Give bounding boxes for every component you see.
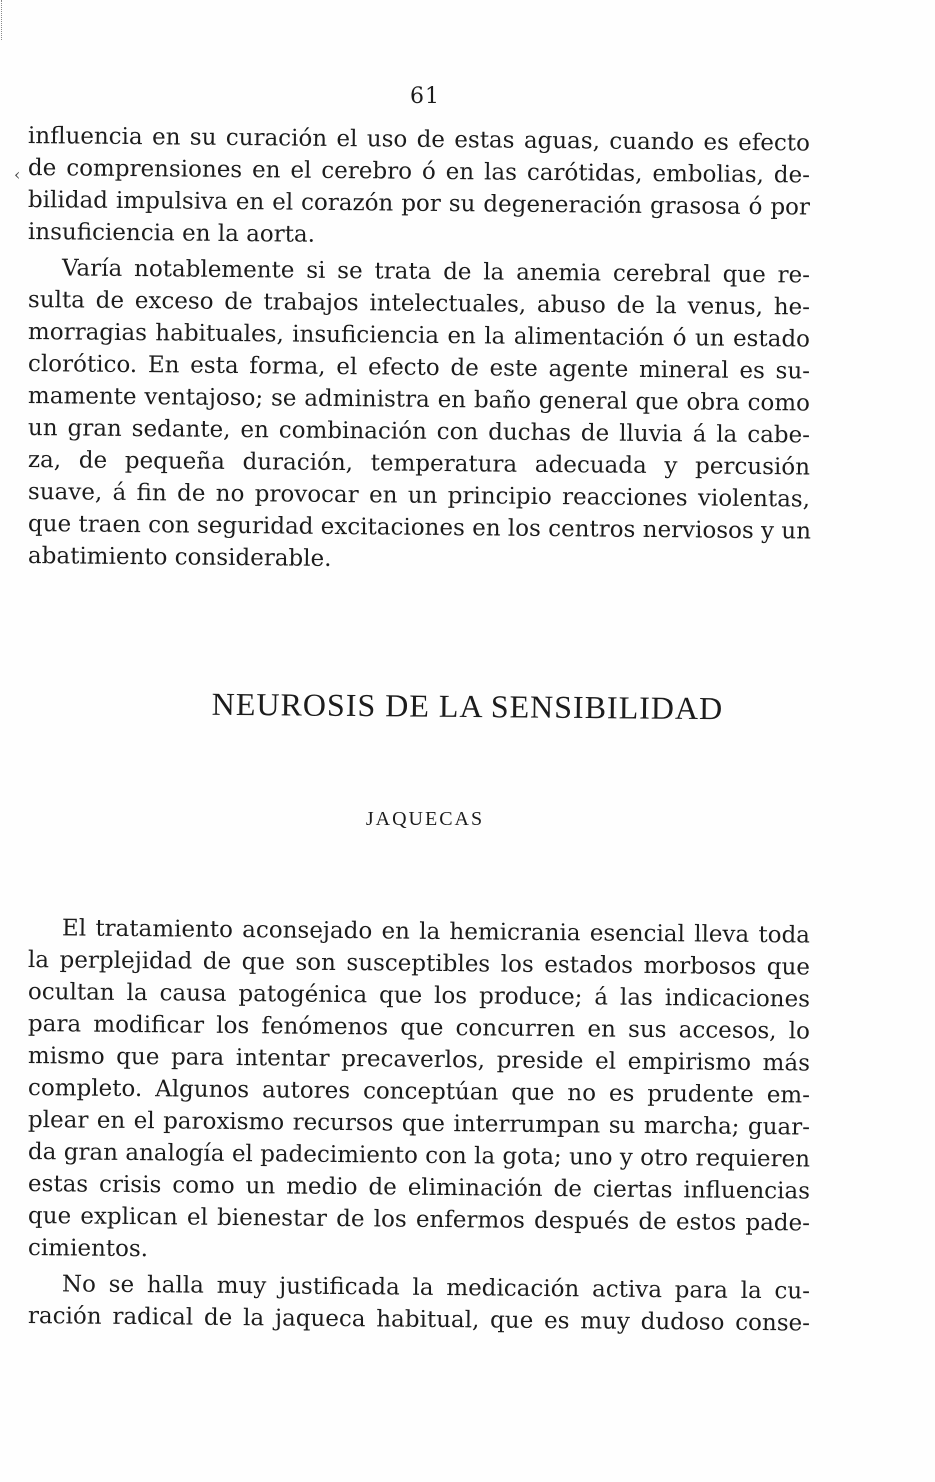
text-line: un gran sedante, en combinación con duchas de lluvia á la cabe- [27,415,811,449]
text-line: cimientos. [27,1235,149,1263]
text-line: mismo que para intentar precaverlos, preside el empirismo más [27,1043,811,1077]
text-line: za, de pequeña duración, temperatura adecuada y percusión [27,447,811,481]
text-line: plear en el paroxismo recursos que interrumpan su marcha; guar- [27,1107,811,1141]
text-line: para modificar los fenómenos que concurren en sus accesos, lo [27,1011,811,1045]
text-line: Varía notablemente si se trata de la anemia cerebral que re- [61,255,811,289]
text-line: clorótico. En esta forma, el efecto de este agente mineral es su- [27,351,811,385]
text-line: ración radical de la jaqueca habitual, que es muy dudoso conse- [27,1303,811,1337]
text-line: completo. Algunos autores conceptúan que no es prudente em- [27,1075,811,1109]
text-line: El tratamiento aconsejado en la hemicrania esencial lleva toda [61,915,811,949]
text-line: de comprensiones en el cerebro ó en las carótidas, embolias, de- [27,155,811,189]
text-line: mamente ventajoso; se administra en baño general que obra como [27,383,811,417]
text-line: suave, á fin de no provocar en un principio reacciones violentas, [27,479,811,513]
text-line: que explican el bienestar de los enfermos después de estos pade- [27,1203,811,1237]
text-line: bilidad impulsiva en el corazón por su degeneración grasosa ó por [27,187,811,221]
text-line: da gran analogía el padecimiento con la gota; uno y otro requieren [27,1139,811,1173]
text-line: sulta de exceso de trabajos intelectuales, abuso de la venus, he- [27,287,811,321]
subsection-title: JAQUECAS [365,808,485,830]
page-edge-mark [1,0,4,40]
text-line: influencia en su curación el uso de estas aguas, cuando es efecto [27,123,811,157]
page-number: 61 [410,84,440,109]
text-line: la perplejidad de que son susceptibles los estados morbosos que [27,947,811,981]
text-line: No se halla muy justificada la medicación activa para la cu- [61,1271,811,1305]
text-line: ocultan la causa patogénica que los produce; á las indicaciones [27,979,811,1013]
margin-mark: ‹ [14,165,21,184]
text-line: estas crisis como un medio de eliminación de ciertas influencias [27,1171,811,1205]
text-line: morragias habituales, insuficiencia en la alimentación ó un estado [27,319,811,353]
text-line: insuficiencia en la aorta. [27,219,316,248]
section-title: NEUROSIS DE LA SENSIBILIDAD [211,685,724,727]
text-line: abatimiento considerable. [27,543,332,572]
text-line: que traen con seguridad excitaciones en los centros nerviosos y un [27,511,812,545]
